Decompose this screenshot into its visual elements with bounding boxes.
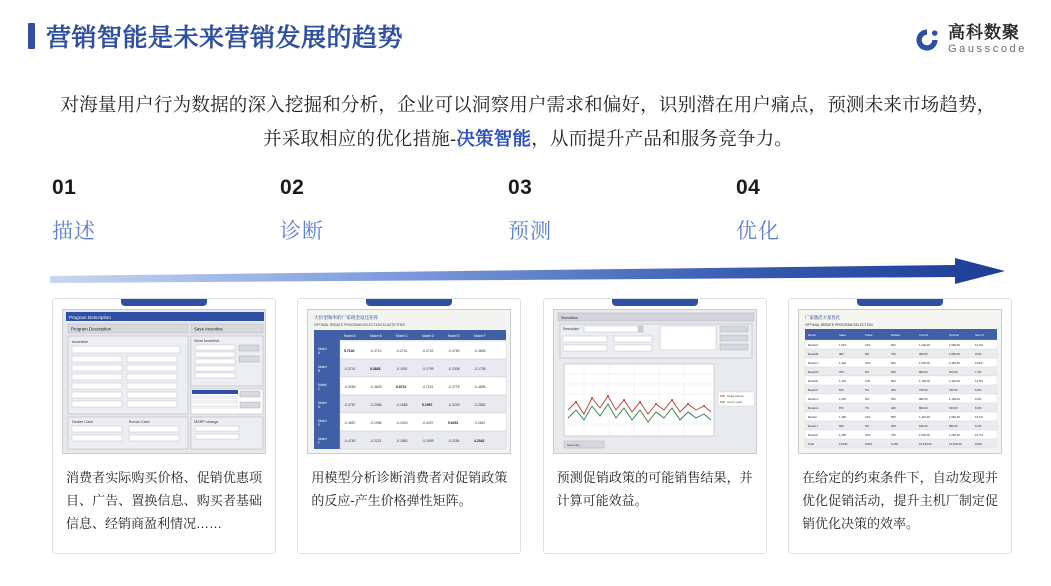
step-label: 预测 [508, 220, 552, 243]
svg-text:870: 870 [838, 406, 844, 410]
svg-text:大价型频率的厂家现金返还矩阵: 大价型频率的厂家现金返还矩阵 [314, 315, 379, 320]
svg-text:-0.1736: -0.1736 [474, 367, 486, 371]
svg-text:1,260.00: 1,260.00 [948, 433, 960, 437]
svg-text:14.2%: 14.2% [974, 343, 983, 347]
svg-text:C: C [318, 387, 321, 391]
svg-text:5%: 5% [864, 424, 870, 428]
svg-text:1,050.00: 1,050.00 [948, 352, 960, 356]
svg-text:OPTIMAL REBATE PROGRAM SELECTI: OPTIMAL REBATE PROGRAM SELECTION ELASTICITIES [314, 323, 406, 327]
card-tab [121, 299, 207, 306]
svg-text:680.00: 680.00 [948, 424, 958, 428]
page-header [28, 18, 1027, 60]
svg-text:Model D: Model D [422, 334, 435, 338]
svg-text:900: 900 [890, 379, 896, 383]
progress-arrow [50, 258, 1005, 284]
card-thumbnail-data-table [798, 309, 1002, 454]
svg-text:Model F: Model F [474, 334, 486, 338]
svg-text:Description: Description [562, 327, 579, 331]
svg-text:Model J: Model J [807, 424, 818, 428]
svg-text:700.00: 700.00 [918, 388, 928, 392]
svg-text:-0.1991: -0.1991 [396, 367, 408, 371]
svg-text:590: 590 [838, 424, 844, 428]
svg-text:Total: Total [807, 442, 814, 446]
svg-text:Model B: Model B [807, 352, 819, 356]
svg-text:1,090.00: 1,090.00 [918, 433, 930, 437]
svg-text:8%: 8% [864, 352, 870, 356]
svg-text:Summary: Summary [566, 443, 580, 447]
svg-text:Share: Share [864, 333, 873, 337]
svg-text:5.1997: 5.1997 [422, 403, 433, 407]
svg-text:11%: 11% [864, 379, 871, 383]
svg-text:Model B: Model B [370, 334, 383, 338]
card-caption: 预测促销政策的可能销售结果，并计算可能效益。 [556, 470, 753, 508]
svg-text:Sales: Sales [838, 333, 846, 337]
brand-logo [914, 24, 1027, 55]
svg-text:-0.3806: -0.3806 [474, 349, 486, 353]
svg-text:1,560.00: 1,560.00 [948, 415, 960, 419]
svg-text:10,670.00: 10,670.00 [918, 442, 932, 446]
svg-text:Current: Current [918, 333, 929, 337]
step-item [508, 176, 736, 245]
lead-highlight: 决策智能 [456, 128, 532, 149]
step-item [280, 176, 508, 245]
svg-text:400: 400 [890, 406, 896, 410]
svg-text:12.5%: 12.5% [974, 379, 983, 383]
svg-text:100%: 100% [864, 442, 873, 446]
svg-text:300: 300 [890, 388, 896, 392]
step-label: 描述 [52, 220, 96, 243]
svg-text:Model D: Model D [807, 370, 819, 374]
svg-text:4.2342: 4.2342 [474, 439, 485, 443]
card-thumbnail-form-window [62, 309, 266, 454]
svg-text:Model F: Model F [807, 388, 819, 392]
svg-text:5.2%: 5.2% [974, 424, 982, 428]
svg-text:Program Description: Program Description [71, 326, 112, 332]
svg-text:Model A: Model A [344, 334, 356, 338]
svg-text:1,130.00: 1,130.00 [948, 397, 960, 401]
svg-text:1,025: 1,025 [838, 397, 846, 401]
svg-text:Model: Model [318, 419, 328, 423]
svg-text:1,480: 1,480 [838, 415, 846, 419]
svg-text:Model G: Model G [807, 397, 819, 401]
svg-text:10%: 10% [864, 433, 871, 437]
svg-text:550: 550 [890, 397, 896, 401]
svg-text:860.00: 860.00 [918, 406, 928, 410]
svg-text:F: F [318, 441, 321, 445]
svg-text:982: 982 [838, 352, 844, 356]
card-tab [366, 299, 452, 306]
card-predict [543, 298, 767, 554]
svg-text:7.1%: 7.1% [974, 370, 982, 374]
step-label: 优化 [736, 220, 780, 243]
title-row [28, 18, 1027, 54]
svg-text:-0.4759: -0.4759 [448, 349, 460, 353]
svg-text:Model H: Model H [807, 406, 819, 410]
svg-text:1,150.00: 1,150.00 [918, 379, 930, 383]
svg-text:1,350.00: 1,350.00 [948, 361, 960, 365]
svg-text:9.6%: 9.6% [974, 352, 982, 356]
card-caption: 消费者实际购买价格、促销优惠项目、广告、置换信息、购买者基础信息、经销商盈利情况…… [66, 470, 262, 531]
svg-text:Model: Model [318, 365, 328, 369]
svg-text:450: 450 [890, 370, 896, 374]
logo-text-en: Gausscode [947, 43, 1027, 55]
svg-text:Model C: Model C [396, 334, 409, 338]
svg-text:Dealer Cash: Dealer Cash [72, 420, 94, 424]
lead-part1: 对海量用户行为数据的深入挖掘和分析，企业可以洞察用户需求和偏好，识别潜在用户痛点，预测未来市场趋势，并采取相应的优化措施- [60, 94, 996, 149]
svg-text:Model I: Model I [807, 415, 818, 419]
svg-text:-0.1943: -0.1943 [396, 421, 408, 425]
svg-text:Store Incentive: Store Incentive [194, 339, 220, 343]
card-caption: 用模型分析诊断消费者对促销政策的反应-产生价格弹性矩阵。 [311, 470, 508, 508]
svg-text:-0.5264: -0.5264 [344, 385, 356, 389]
svg-text:-0.2741: -0.2741 [396, 349, 408, 353]
svg-text:Rebate: Rebate [890, 333, 901, 337]
svg-text:870.00: 870.00 [948, 370, 958, 374]
svg-text:Single Volume: Single Volume [726, 395, 744, 398]
svg-text:Model C: Model C [807, 361, 819, 365]
svg-text:100%: 100% [974, 442, 983, 446]
card-diagnose [297, 298, 521, 554]
svg-text:Model E: Model E [807, 379, 819, 383]
svg-text:Model: Model [318, 401, 328, 405]
svg-text:500: 500 [890, 343, 896, 347]
svg-text:5.3828: 5.3828 [370, 367, 381, 371]
lead-paragraph [52, 88, 1004, 156]
svg-text:1,523: 1,523 [838, 343, 846, 347]
svg-text:-0.4787: -0.4787 [344, 403, 356, 407]
svg-text:-0.3778: -0.3778 [448, 385, 460, 389]
svg-text:Incent. result: Incent. result [726, 401, 742, 404]
svg-text:9%: 9% [864, 397, 870, 401]
step-number: 04 [736, 176, 761, 199]
svg-text:-0.2308: -0.2308 [448, 367, 460, 371]
svg-text:厂家激活方案优化: 厂家激活方案优化 [804, 315, 841, 320]
svg-text:-0.2742: -0.2742 [422, 349, 434, 353]
svg-text:5%: 5% [864, 388, 870, 392]
svg-text:-0.1882: -0.1882 [396, 439, 408, 443]
svg-text:1,420.00: 1,420.00 [948, 379, 960, 383]
card-describe [52, 298, 276, 554]
svg-text:1,200.00: 1,200.00 [918, 343, 930, 347]
svg-text:-0.4297: -0.4297 [422, 421, 434, 425]
svg-text:5.7140: 5.7140 [344, 349, 355, 353]
logo-text-cn: 高科数聚 [947, 23, 1020, 42]
title-accent-bar [28, 23, 35, 49]
svg-text:-0.2086: -0.2086 [370, 403, 382, 407]
svg-text:MSRP change: MSRP change [194, 420, 219, 424]
svg-text:12%: 12% [864, 415, 871, 419]
svg-text:Model A: Model A [807, 343, 819, 347]
svg-text:13.4%: 13.4% [974, 415, 983, 419]
svg-text:E: E [318, 423, 321, 427]
svg-text:9.9%: 9.9% [974, 397, 982, 401]
page-title: 营销智能是未来营销发展的趋势 [46, 24, 404, 52]
svg-text:1,500.00: 1,500.00 [948, 343, 960, 347]
step-number: 03 [508, 176, 533, 199]
svg-text:Program Description: Program Description [69, 315, 111, 320]
svg-text:-0.7115: -0.7115 [422, 385, 434, 389]
svg-text:Save Incentive: Save Incentive [194, 326, 223, 332]
svg-text:B: B [318, 369, 321, 373]
svg-text:1,140: 1,140 [838, 361, 846, 365]
card-thumbnail-line-chart [553, 309, 757, 454]
svg-text:-0.1668: -0.1668 [396, 403, 408, 407]
svg-text:250: 250 [890, 424, 896, 428]
svg-text:765: 765 [838, 370, 844, 374]
svg-text:11,530: 11,530 [838, 442, 848, 446]
step-number: 01 [52, 176, 77, 199]
svg-text:700: 700 [890, 433, 896, 437]
card-optimize [788, 298, 1012, 554]
svg-text:640: 640 [838, 388, 844, 392]
svg-text:D: D [318, 405, 321, 409]
card-tab [612, 299, 698, 306]
svg-text:Model K: Model K [807, 433, 819, 437]
svg-text:New %: New % [974, 333, 984, 337]
logo-text [948, 24, 1027, 55]
card-tab [857, 299, 943, 306]
svg-text:-0.2682: -0.2682 [474, 403, 486, 407]
svg-text:12%: 12% [864, 343, 871, 347]
svg-text:5.8%: 5.8% [974, 388, 982, 392]
cards-row [52, 298, 1012, 554]
svg-text:-0.3710: -0.3710 [370, 349, 382, 353]
svg-text:6%: 6% [864, 370, 870, 374]
svg-text:10%: 10% [864, 361, 871, 365]
steps-row [52, 176, 1012, 245]
svg-text:-0.1986: -0.1986 [370, 421, 382, 425]
svg-text:620.00: 620.00 [918, 424, 928, 428]
svg-text:-0.2667: -0.2667 [474, 421, 486, 425]
svg-text:-0.3628: -0.3628 [370, 385, 382, 389]
svg-text:1,000.00: 1,000.00 [918, 361, 930, 365]
svg-text:-0.3657: -0.3657 [344, 421, 356, 425]
svg-text:-0.1799: -0.1799 [422, 367, 434, 371]
svg-text:-0.1699: -0.1699 [422, 439, 434, 443]
svg-text:Optimal: Optimal [948, 333, 959, 337]
step-number: 02 [280, 176, 305, 199]
svg-text:-0.2284: -0.2284 [448, 439, 460, 443]
svg-text:950.00: 950.00 [918, 352, 928, 356]
svg-text:-0.4760: -0.4760 [344, 439, 356, 443]
svg-text:750: 750 [890, 352, 896, 356]
svg-text:-0.3741: -0.3741 [344, 367, 356, 371]
lead-part2: ，从而提升产品和服务竞争力。 [531, 128, 793, 149]
svg-text:5.6291: 5.6291 [448, 421, 459, 425]
svg-text:930.00: 930.00 [948, 406, 958, 410]
svg-text:-0.2221: -0.2221 [370, 439, 382, 443]
svg-text:12,510.00: 12,510.00 [948, 442, 962, 446]
svg-text:850: 850 [890, 415, 896, 419]
card-caption: 在给定的约束条件下，自动发现并优化促销活动，提升主机厂制定促销优化决策的效率。 [801, 470, 998, 531]
svg-text:980.00: 980.00 [918, 397, 928, 401]
svg-text:A: A [318, 351, 321, 355]
svg-text:760.00: 760.00 [948, 388, 958, 392]
svg-text:Model E: Model E [448, 334, 461, 338]
svg-text:-0.4895: -0.4895 [474, 385, 486, 389]
svg-text:1,320.00: 1,320.00 [918, 415, 930, 419]
svg-text:10.7%: 10.7% [974, 433, 983, 437]
svg-text:Model: Model [318, 383, 328, 387]
svg-text:-0.3249: -0.3249 [448, 403, 460, 407]
svg-text:OPTIMAL REBATE PROGRAM SELECTI: OPTIMAL REBATE PROGRAM SELECTION [804, 323, 873, 327]
svg-text:Simulation: Simulation [560, 316, 578, 320]
step-item [736, 176, 964, 245]
svg-text:Incentive: Incentive [72, 339, 89, 344]
svg-text:Bonus Cash: Bonus Cash [129, 420, 150, 424]
svg-text:6.8712: 6.8712 [396, 385, 407, 389]
step-item [52, 176, 280, 245]
svg-text:1,205: 1,205 [838, 433, 846, 437]
card-thumbnail-matrix-table [307, 309, 511, 454]
svg-text:Model: Model [807, 333, 816, 337]
gausscode-logo-icon [914, 27, 940, 53]
svg-text:11.8%: 11.8% [974, 361, 983, 365]
step-label: 诊断 [280, 220, 324, 243]
svg-text:8.3%: 8.3% [974, 406, 982, 410]
svg-text:Model: Model [318, 437, 328, 441]
svg-text:800.00: 800.00 [918, 370, 928, 374]
svg-text:600: 600 [890, 361, 896, 365]
arrow-icon [50, 258, 1005, 284]
svg-text:1,310: 1,310 [838, 379, 846, 383]
svg-text:7%: 7% [864, 406, 870, 410]
svg-text:Model: Model [318, 347, 328, 351]
svg-text:6,250: 6,250 [890, 442, 898, 446]
